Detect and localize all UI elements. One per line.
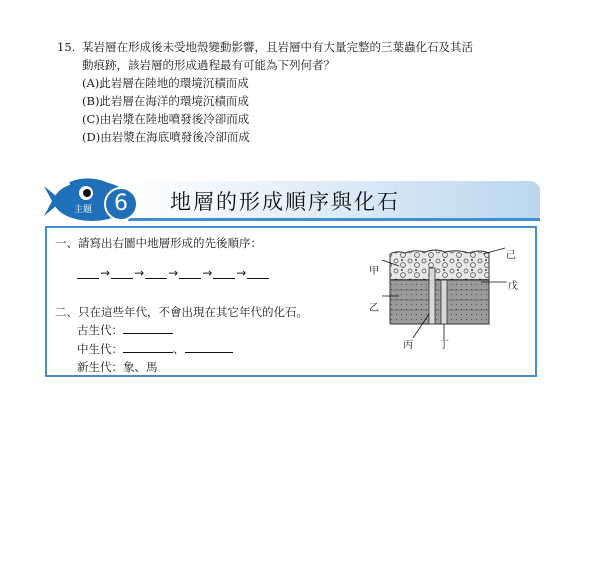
label-wu: 戊 [508,281,518,292]
mesozoic-label: 中生代： [77,342,123,356]
label-ji: 己 [506,250,516,261]
exercise-question-1: 一、請寫出右圖中地層形成的先後順序： [55,236,262,250]
sequence-blank[interactable] [179,268,201,279]
label-ding: 丁 [439,340,449,351]
paleozoic-label: 古生代： [77,323,123,337]
mesozoic-row [77,341,233,357]
arrow-icon: → [168,266,179,280]
question-stem-line1: 某岩層在形成後未受地殼變動影響，且岩層中有大量完整的三葉蟲化石及其活 [82,40,473,54]
sequence-blank[interactable] [247,268,269,279]
sequence-blank[interactable] [111,268,133,279]
sequence-blank[interactable] [145,268,167,279]
exercise-panel [45,226,537,377]
theme-label: 主題 [74,205,93,215]
mesozoic-blank-1[interactable] [123,341,173,353]
paleozoic-blank[interactable] [123,322,173,334]
cenozoic-row: 新生代：象、馬 [77,360,158,374]
option-d: (D)由岩漿在海底噴發後冷卻而成 [82,130,250,144]
strata-figure [365,238,525,348]
mesozoic-separator: 、 [173,342,185,356]
theme-number: 6 [104,187,138,221]
dike-bing [429,268,435,324]
strata-diagram [365,238,525,351]
question-number: 15. [57,40,76,54]
arrow-icon: → [236,266,247,280]
sequence-blank[interactable] [213,268,235,279]
dike-ding [441,280,447,324]
label-yi: 乙 [369,303,379,314]
sequence-blank[interactable] [77,268,99,279]
sequence-answer [77,266,269,280]
mesozoic-blank-2[interactable] [185,341,233,353]
theme-banner [40,178,540,224]
banner-underline [128,218,540,221]
question-stem-line2: 動痕跡，該岩層的形成過程最有可能為下列何者？ [82,58,335,72]
option-b: (B)此岩層在海洋的環境沉積而成 [82,94,249,108]
arrow-icon: → [100,266,111,280]
banner-title: 地層的形成順序與化石 [170,190,400,214]
arrow-icon: → [134,266,145,280]
arrow-icon: → [202,266,213,280]
exercise-question-2: 二、只在這些年代，不會出現在其它年代的化石。 [55,305,308,319]
question-stem [82,38,552,74]
label-jia: 甲 [369,266,379,277]
paleozoic-row [77,322,173,338]
option-c: (C)由岩漿在陸地噴發後冷卻而成 [82,112,250,126]
option-a: (A)此岩層在陸地的環境沉積而成 [82,76,249,90]
label-bing: 丙 [403,340,413,351]
question-options [82,74,250,146]
